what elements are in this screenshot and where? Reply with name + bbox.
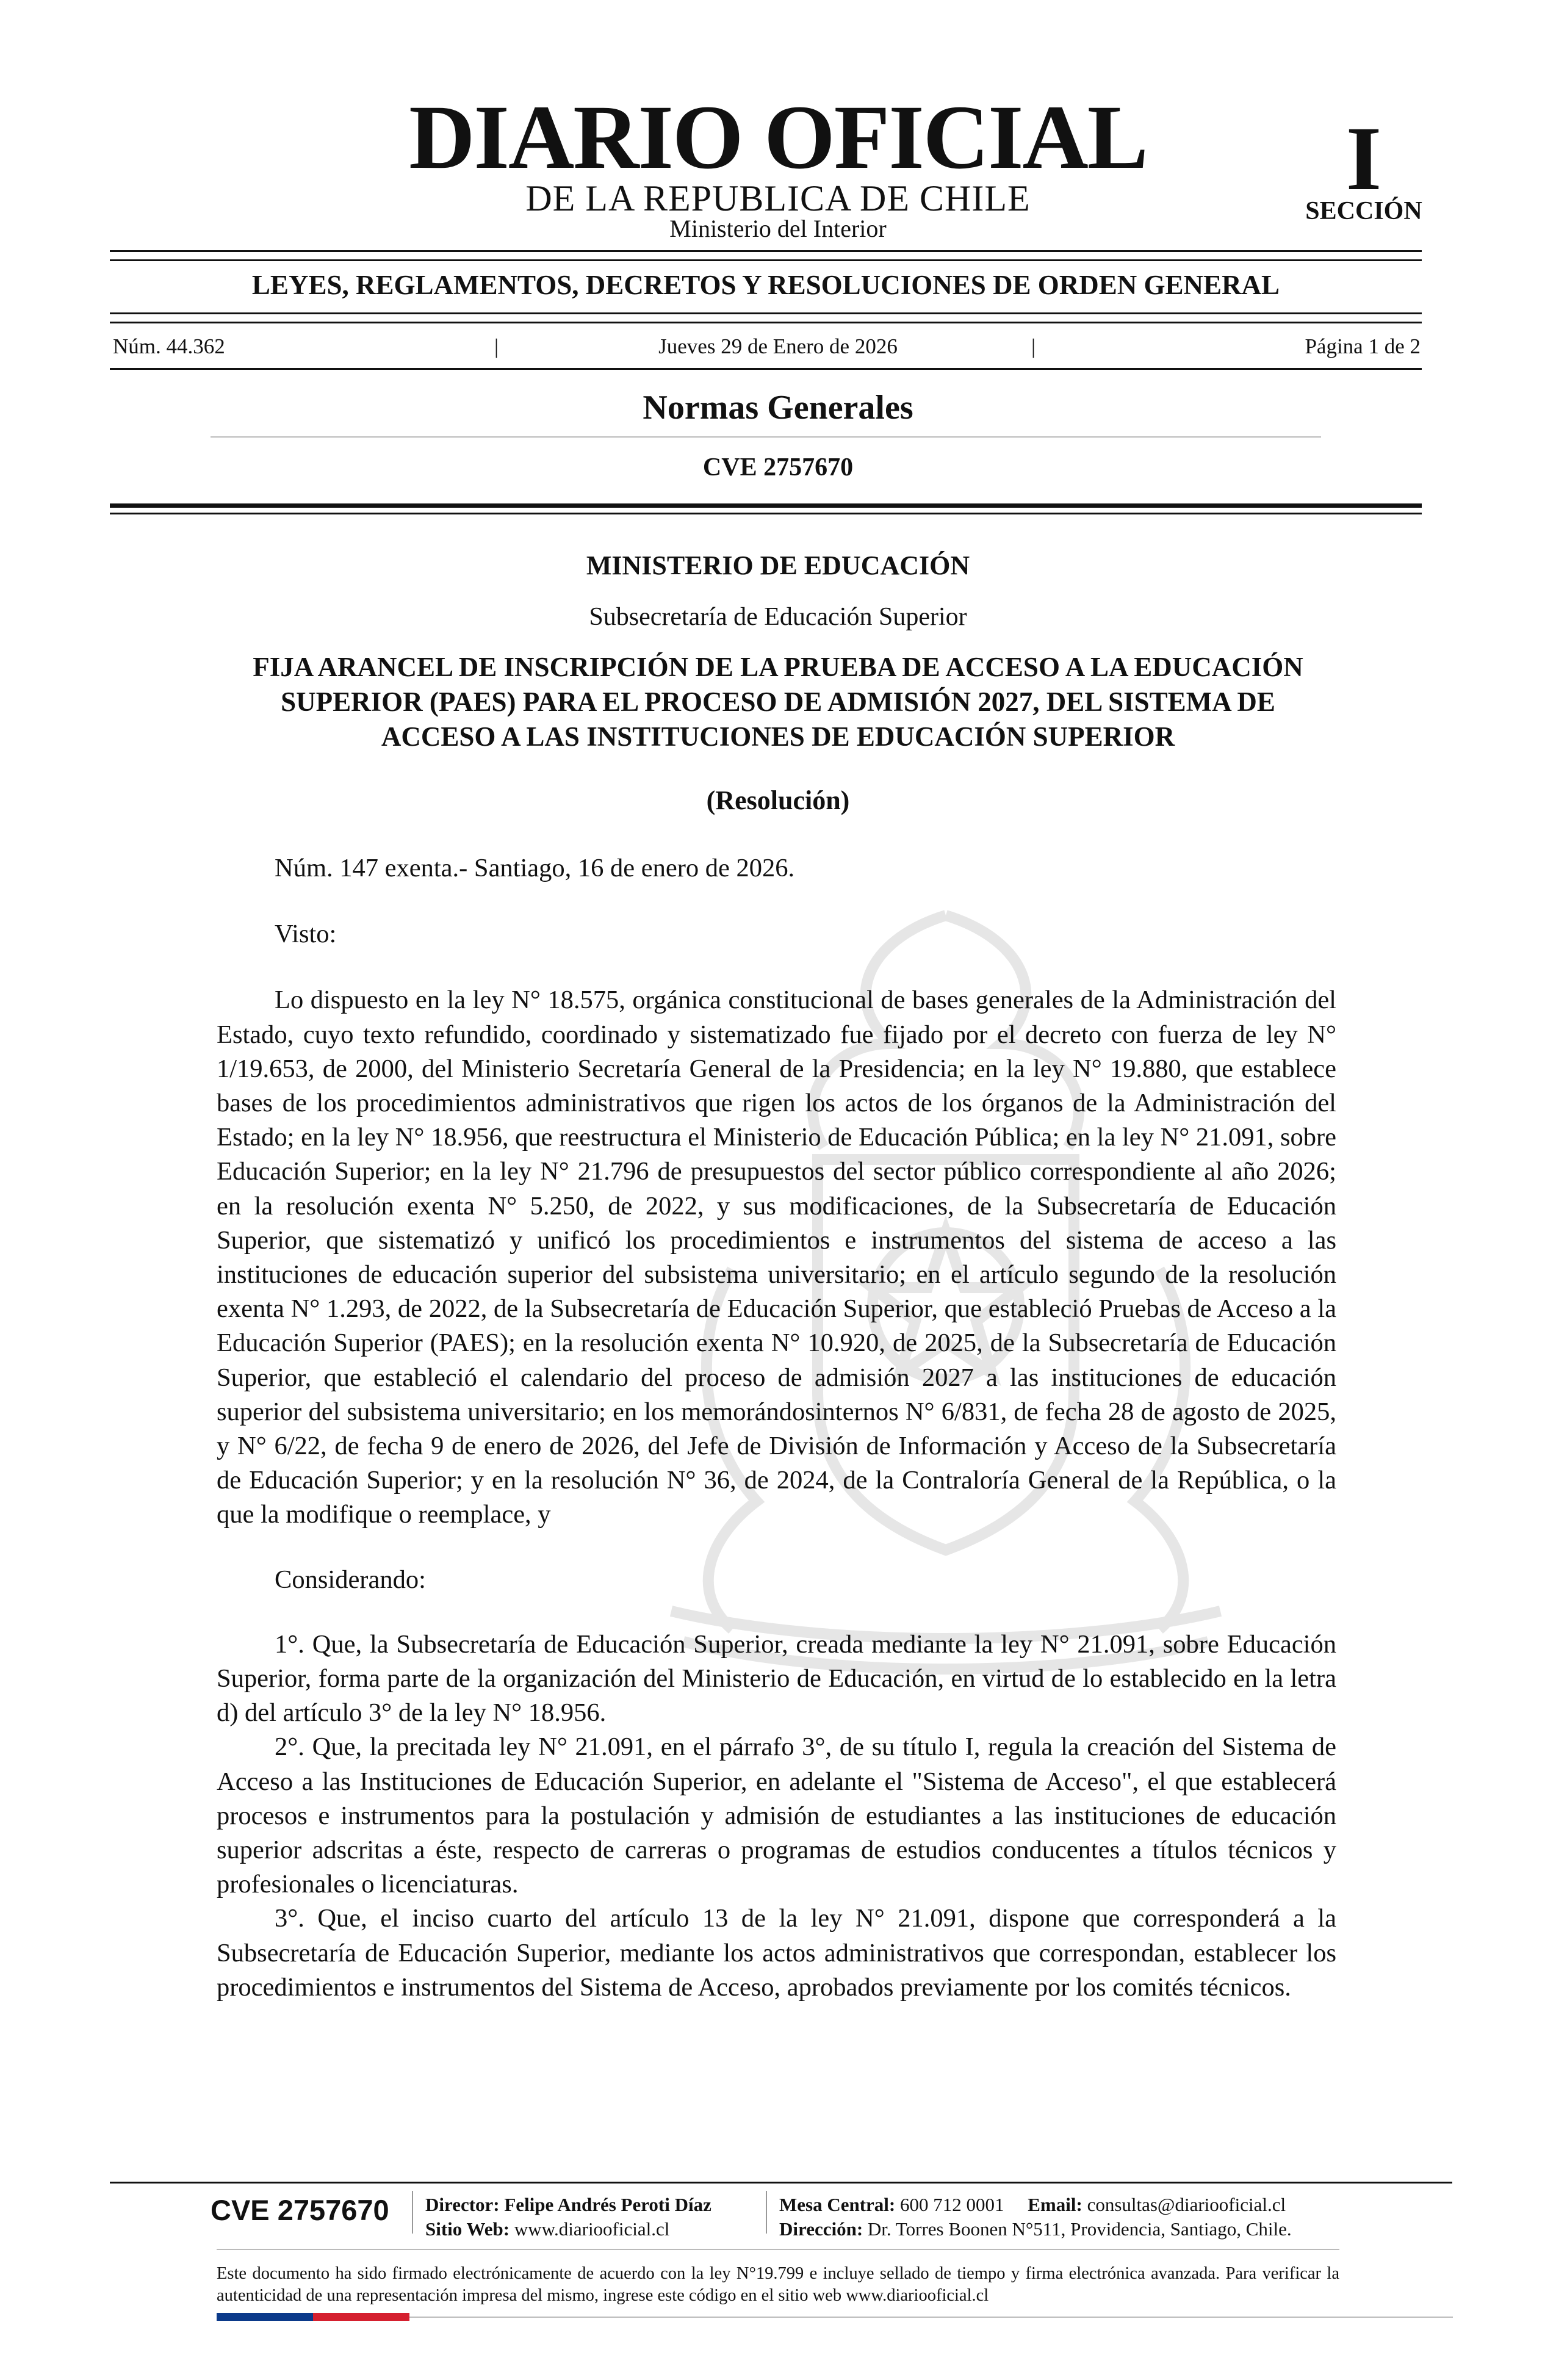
- footer-rule: [110, 2182, 1452, 2183]
- category-rule-top: [110, 312, 1422, 314]
- section-heading: Normas Generales: [643, 389, 913, 427]
- footer-address: Dirección: Dr. Torres Boonen N°511, Providencia, Santiago, Chile.: [779, 2218, 1292, 2240]
- category-band: LEYES, REGLAMENTOS, DECRETOS Y RESOLUCIONES DE ORDEN GENERAL: [251, 270, 1280, 300]
- newspaper-ministry: Ministerio del Interior: [669, 215, 887, 242]
- info-rule: [110, 368, 1422, 370]
- masthead-rule-bottom: [110, 259, 1422, 261]
- issue-date: Jueves 29 de Enero de 2026: [658, 334, 898, 358]
- footer-bottom-rule: [409, 2317, 1453, 2318]
- document-ministry: MINISTERIO DE EDUCACIÓN: [586, 550, 970, 580]
- header-rule-thick: [110, 503, 1422, 508]
- document-title-line: SUPERIOR (PAES) PARA EL PROCESO DE ADMISIÓN 2027, DEL SISTEMA DE: [281, 687, 1275, 717]
- newspaper-subtitle: DE LA REPUBLICA DE CHILE: [525, 178, 1031, 218]
- issue-separator: |: [1031, 334, 1036, 358]
- cve-heading: CVE 2757670: [702, 453, 854, 481]
- section-label: SECCIÓN: [1305, 197, 1422, 225]
- issue-separator: |: [494, 334, 499, 358]
- considerando-paragraph: 3°. Que, el inciso cuarto del artículo 13 de la ley N° 21.091, dispone que corresponderá a la Subsecretaría de Educación Superior, mediante los actos administrativos que correspondan, establecer los procedimientos e instrumentos del Sistema de Acceso, aprobados previamente por los comités técnicos.: [217, 1904, 1336, 2002]
- footer-cve: CVE 2757670: [211, 2194, 389, 2226]
- visto-paragraph: Lo dispuesto en la ley N° 18.575, orgánica constitucional de bases generales de la Administración del Estado, cuyo texto refundido, coordinado y sistematizado fue fijado por el decreto con fuerza de ley N° 1/19.653, de 2000, del Ministerio Secretaría General de la Presidencia; en la ley N° 19.880, que establece bases de los procedimientos administrativos que rigen los actos de los órganos de la Administración del Estado; en la ley N° 18.956, que reestructura el Ministerio de Educación Pública; en la ley N° 21.091, sobre Educación Superior; en la ley N° 21.796 de presupuestos del sector público correspondiente al año 2026; en la resolución exenta N° 5.250, de 2022, y sus modificaciones, de la Subsecretaría de Educación Superior, que sistematizó y unificó los procedimientos e instrumentos del sistema de acceso a las instituciones de educación superior del subsistema universitario; en el artículo segundo de la resolución exenta N° 1.293, de 2022, de la Subsecretaría de Educación Superior, que estableció Pruebas de Acceso a la Educación Superior (PAES); en la resolución exenta N° 10.920, de 2025, de la Subsecretaría de Educación Superior, que estableció el calendario del proceso de admisión 2027 a las instituciones de educación superior del subsistema universitario; en los memorándosinternos N° 6/831, de fecha 28 de agosto de 2025, y N° 6/22, de fecha 9 de enero de 2026, del Jefe de División de Información y Acceso de la Subsecretaría de Educación Superior; y en la resolución N° 36, de 2024, de la Contraloría General de la República, o la que la modifique o reemplace, y: [217, 986, 1337, 1529]
- newspaper-title: DIARIO OFICIAL: [409, 87, 1147, 188]
- considerando-paragraph: 1°. Que, la Subsecretaría de Educación Superior, creada mediante la ley N° 21.091, sobre Educación Superior, forma parte de la organización del Ministerio de Educación, en virtud de lo establecido en la letra d) del artículo 3° de la ley N° 18.956.: [217, 1629, 1336, 1728]
- flag-stripe-blue: [217, 2313, 313, 2321]
- footer-divider: [217, 2249, 1339, 2250]
- footer-separator: [766, 2191, 767, 2234]
- section-numeral: I: [1345, 108, 1382, 209]
- visto-label: Visto:: [275, 920, 337, 949]
- document-body: [217, 851, 1336, 2005]
- footer-website: Sitio Web: www.diariooficial.cl: [425, 2218, 670, 2240]
- footer-disclaimer: Este documento ha sido firmado electrónicamente de acuerdo con la ley N°19.799 e incluye sellado de tiempo y firma electrónica avanzada. Para verificar la autenticidad de una representación impresa del mismo, ingrese este código en el sitio web www.diariooficial.cl: [217, 2264, 1339, 2305]
- category-rule-bottom: [110, 322, 1422, 323]
- issue-number: Núm. 44.362: [113, 334, 225, 358]
- section-heading-rule: [211, 436, 1321, 438]
- considerando-paragraph: 2°. Que, la precitada ley N° 21.091, en el párrafo 3°, de su título I, regula la creación del Sistema de Acceso a las Instituciones de Educación Superior, en adelante el "Sistema de Acceso", el que establecerá procesos e instrumentos para la postulación y admisión de estudiantes a las instituciones de educación superior adscritas a éste, respecto de carreras o programas de estudios conducentes a títulos técnicos y profesionales o licenciaturas.: [217, 1733, 1336, 1899]
- footer-separator: [412, 2191, 413, 2234]
- footer-contact: Mesa Central: 600 712 0001 Email: consultas@diariooficial.cl: [779, 2194, 1286, 2215]
- flag-stripe-red: [313, 2313, 409, 2321]
- issue-page: Página 1 de 2: [1305, 334, 1421, 358]
- dateline: Núm. 147 exenta.- Santiago, 16 de enero de 2026.: [275, 854, 795, 882]
- header-rule-thin: [110, 513, 1422, 514]
- document-title-line: ACCESO A LAS INSTITUCIONES DE EDUCACIÓN SUPERIOR: [381, 721, 1175, 752]
- masthead-rule-top: [110, 250, 1422, 252]
- considerando-label: Considerando:: [275, 1565, 426, 1594]
- document-title-line: FIJA ARANCEL DE INSCRIPCIÓN DE LA PRUEBA DE ACCESO A LA EDUCACIÓN: [253, 652, 1303, 682]
- document-subsecretaria: Subsecretaría de Educación Superior: [589, 603, 967, 631]
- document-title: [159, 650, 1397, 754]
- footer-director: Director: Felipe Andrés Peroti Díaz: [425, 2194, 711, 2215]
- document-type: (Resolución): [706, 785, 850, 815]
